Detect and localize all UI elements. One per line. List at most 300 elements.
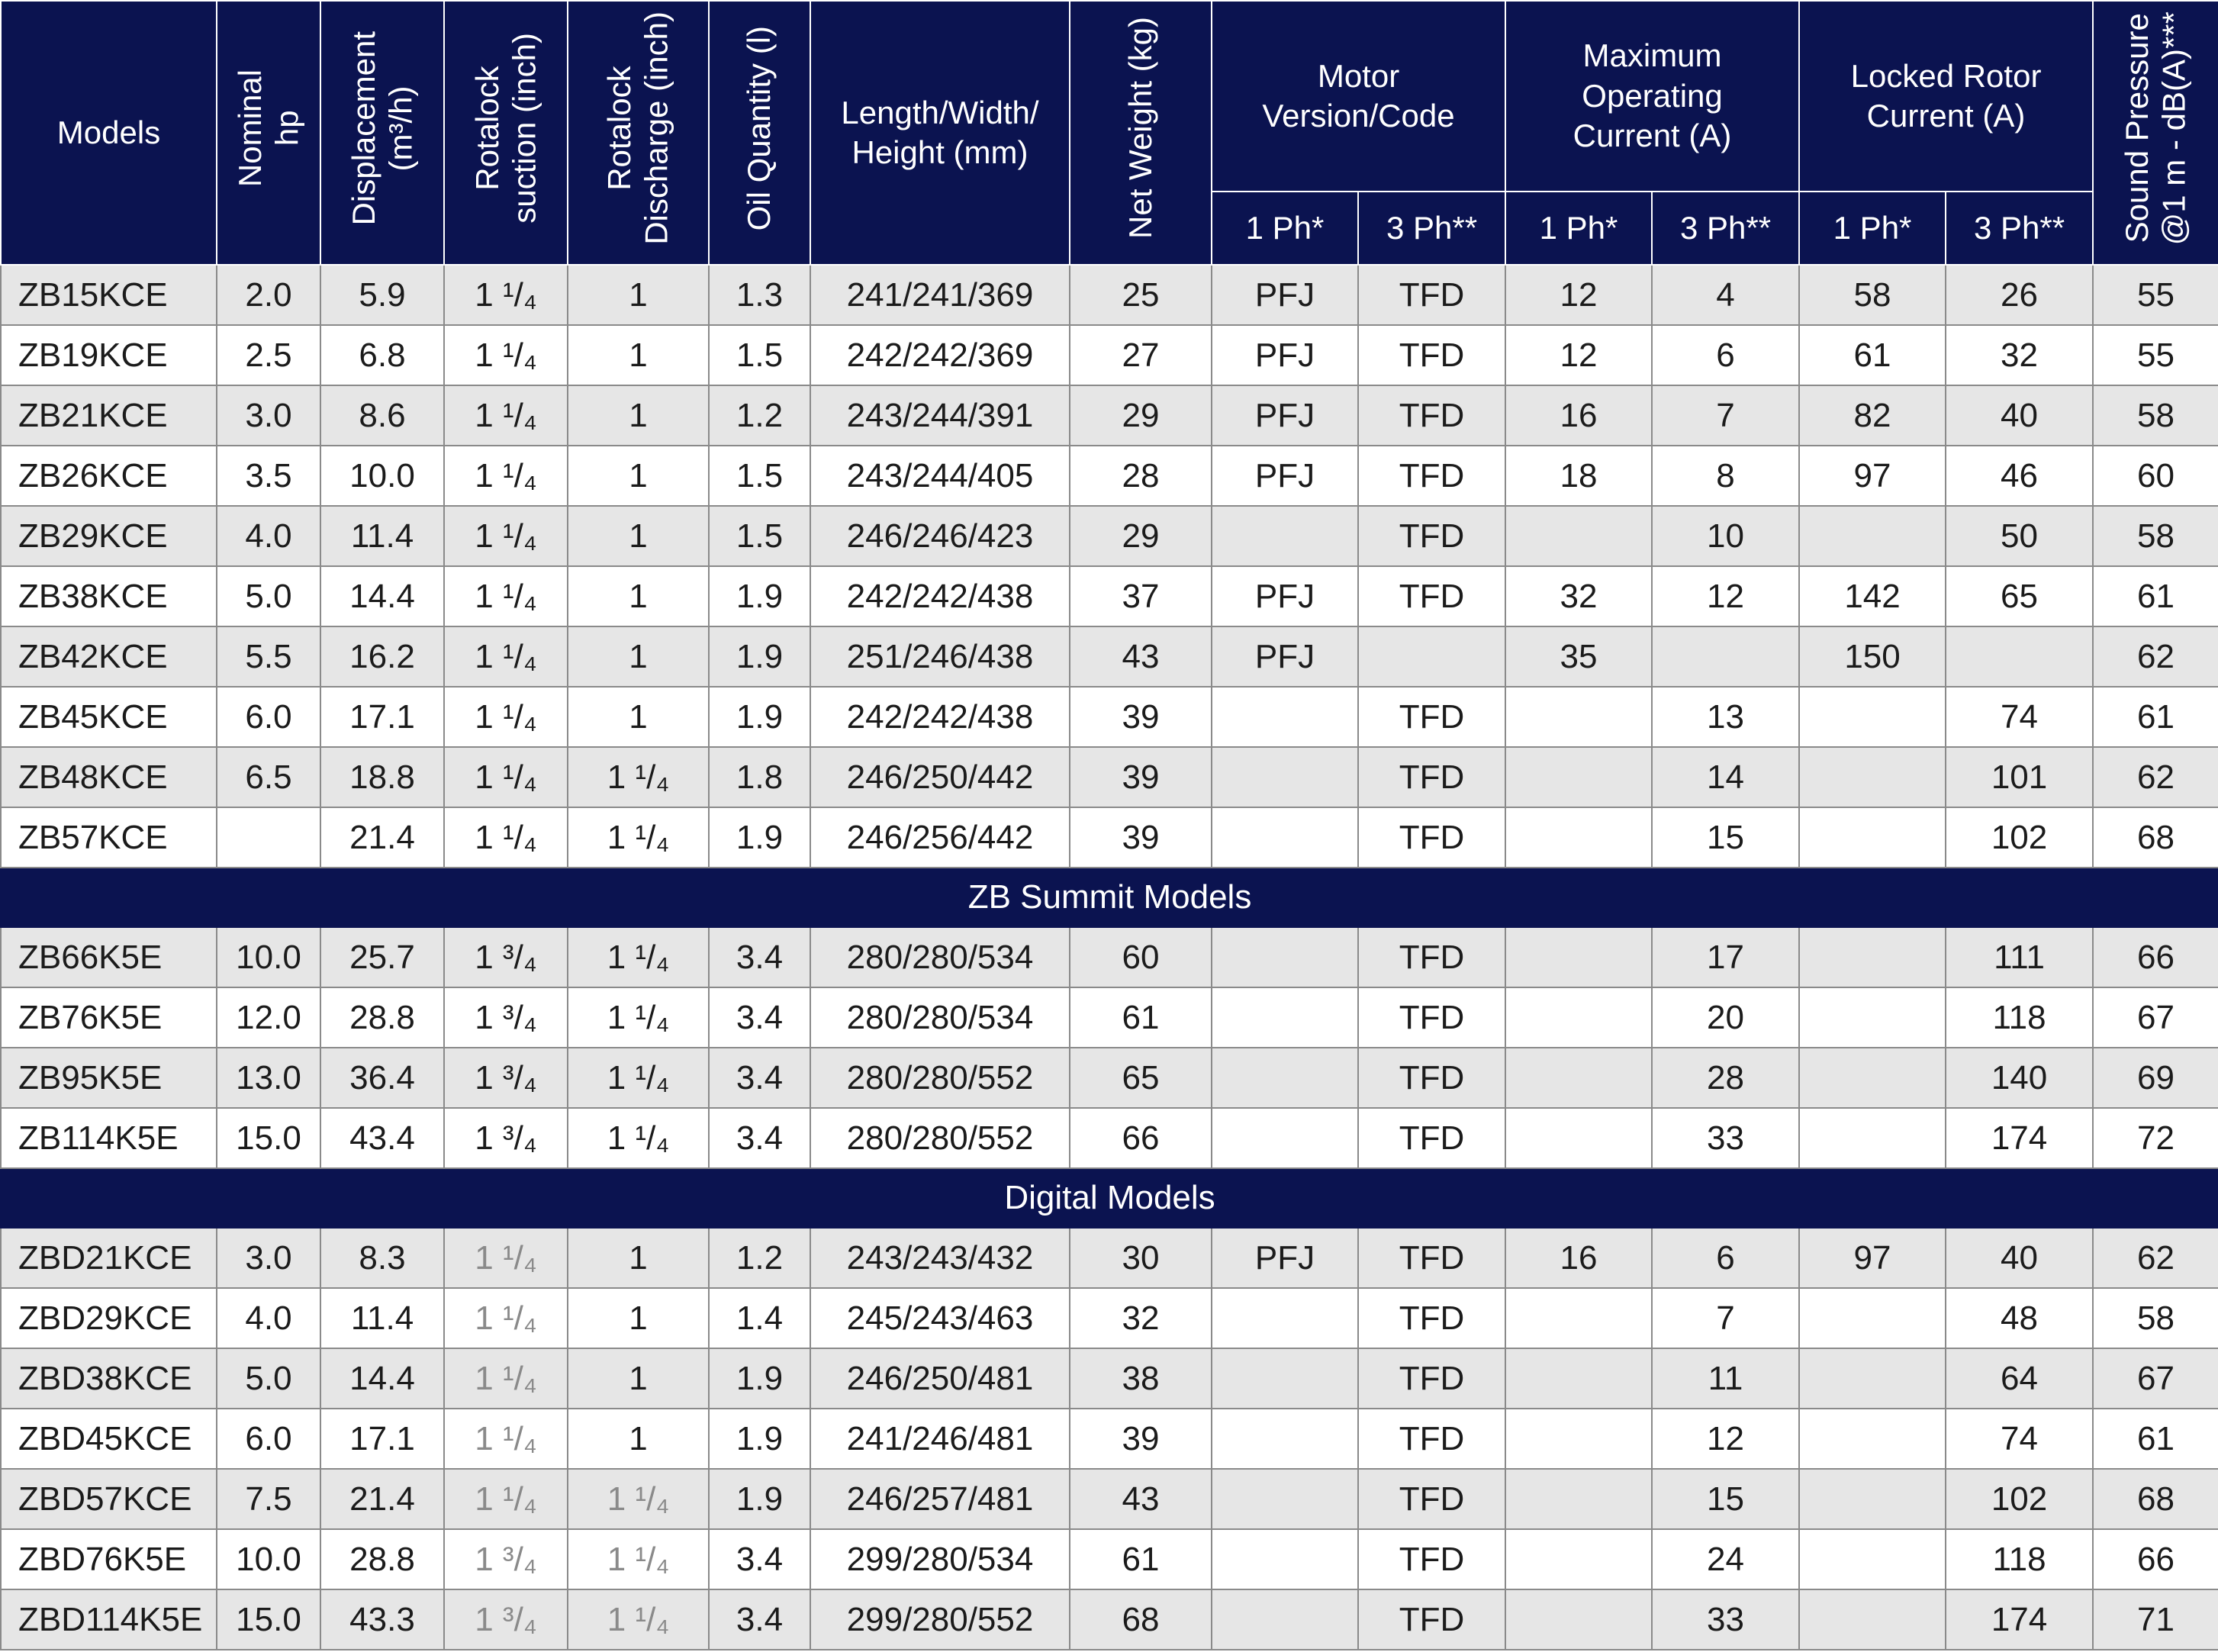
cell-current-1ph bbox=[1505, 1348, 1652, 1409]
cell-dimensions: 280/280/552 bbox=[810, 1048, 1070, 1108]
cell-current-1ph bbox=[1505, 1409, 1652, 1469]
cell-displacement: 8.6 bbox=[320, 385, 444, 446]
cell-locked-3ph: 140 bbox=[1946, 1048, 2093, 1108]
cell-discharge: 1 bbox=[568, 687, 709, 747]
cell-locked-3ph: 48 bbox=[1946, 1288, 2093, 1348]
cell-locked-3ph: 118 bbox=[1946, 1529, 2093, 1589]
cell-sound: 66 bbox=[2093, 927, 2218, 987]
cell-nominal-hp: 10.0 bbox=[217, 1529, 320, 1589]
cell-dimensions: 242/242/369 bbox=[810, 325, 1070, 385]
header-rotalock-discharge: Rotalock Discharge (inch) bbox=[568, 1, 709, 265]
cell-motor-3ph: TFD bbox=[1358, 1469, 1505, 1529]
cell-locked-3ph: 32 bbox=[1946, 325, 2093, 385]
cell-current-3ph: 13 bbox=[1652, 687, 1799, 747]
cell-current-3ph: 7 bbox=[1652, 385, 1799, 446]
table-header bbox=[1, 1, 2218, 265]
cell-motor-3ph: TFD bbox=[1358, 506, 1505, 566]
cell-motor-1ph bbox=[1212, 1288, 1358, 1348]
cell-suction: 1 ¹/₄ bbox=[444, 506, 568, 566]
header-oil-quantity: Oil Quantity (l) bbox=[709, 1, 810, 265]
cell-current-3ph: 6 bbox=[1652, 325, 1799, 385]
cell-locked-1ph: 61 bbox=[1799, 325, 1946, 385]
cell-model: ZB19KCE bbox=[1, 325, 217, 385]
cell-current-3ph: 11 bbox=[1652, 1348, 1799, 1409]
table-row bbox=[1, 1348, 2218, 1409]
cell-net-weight: 60 bbox=[1070, 927, 1212, 987]
cell-dimensions: 299/280/534 bbox=[810, 1529, 1070, 1589]
cell-motor-1ph bbox=[1212, 747, 1358, 807]
cell-displacement: 14.4 bbox=[320, 566, 444, 626]
cell-oil: 1.8 bbox=[709, 747, 810, 807]
cell-current-1ph bbox=[1505, 1589, 1652, 1650]
cell-locked-1ph: 58 bbox=[1799, 265, 1946, 325]
cell-dimensions: 242/242/438 bbox=[810, 687, 1070, 747]
cell-nominal-hp bbox=[217, 807, 320, 868]
cell-nominal-hp: 6.0 bbox=[217, 687, 320, 747]
cell-nominal-hp: 7.5 bbox=[217, 1469, 320, 1529]
cell-discharge: 1 ¹/₄ bbox=[568, 1469, 709, 1529]
cell-displacement: 28.8 bbox=[320, 1529, 444, 1589]
cell-motor-1ph bbox=[1212, 1348, 1358, 1409]
cell-suction: 1 ¹/₄ bbox=[444, 1228, 568, 1288]
cell-locked-3ph: 46 bbox=[1946, 446, 2093, 506]
cell-discharge: 1 ¹/₄ bbox=[568, 1108, 709, 1168]
cell-oil: 3.4 bbox=[709, 1529, 810, 1589]
cell-suction: 1 ¹/₄ bbox=[444, 385, 568, 446]
cell-displacement: 25.7 bbox=[320, 927, 444, 987]
cell-dimensions: 241/241/369 bbox=[810, 265, 1070, 325]
cell-displacement: 10.0 bbox=[320, 446, 444, 506]
cell-locked-3ph: 174 bbox=[1946, 1108, 2093, 1168]
cell-dimensions: 246/246/423 bbox=[810, 506, 1070, 566]
cell-net-weight: 37 bbox=[1070, 566, 1212, 626]
cell-motor-1ph bbox=[1212, 687, 1358, 747]
cell-locked-3ph: 50 bbox=[1946, 506, 2093, 566]
header-current-3ph: 3 Ph** bbox=[1652, 192, 1799, 265]
cell-dimensions: 246/250/442 bbox=[810, 747, 1070, 807]
cell-oil: 1.9 bbox=[709, 687, 810, 747]
table-row bbox=[1, 566, 2218, 626]
cell-nominal-hp: 15.0 bbox=[217, 1108, 320, 1168]
cell-displacement: 21.4 bbox=[320, 807, 444, 868]
cell-suction: 1 ¹/₄ bbox=[444, 747, 568, 807]
cell-net-weight: 30 bbox=[1070, 1228, 1212, 1288]
cell-current-1ph bbox=[1505, 687, 1652, 747]
cell-suction: 1 ¹/₄ bbox=[444, 446, 568, 506]
cell-current-3ph: 8 bbox=[1652, 446, 1799, 506]
cell-net-weight: 43 bbox=[1070, 626, 1212, 687]
cell-sound: 60 bbox=[2093, 446, 2218, 506]
cell-locked-3ph: 102 bbox=[1946, 807, 2093, 868]
cell-sound: 69 bbox=[2093, 1048, 2218, 1108]
cell-sound: 58 bbox=[2093, 385, 2218, 446]
cell-locked-3ph: 111 bbox=[1946, 927, 2093, 987]
cell-locked-3ph: 65 bbox=[1946, 566, 2093, 626]
cell-nominal-hp: 2.0 bbox=[217, 265, 320, 325]
cell-current-3ph: 33 bbox=[1652, 1108, 1799, 1168]
cell-current-3ph bbox=[1652, 626, 1799, 687]
cell-current-1ph bbox=[1505, 1529, 1652, 1589]
table-row bbox=[1, 1108, 2218, 1168]
cell-locked-1ph bbox=[1799, 1048, 1946, 1108]
cell-model: ZB95K5E bbox=[1, 1048, 217, 1108]
cell-current-3ph: 15 bbox=[1652, 1469, 1799, 1529]
cell-sound: 68 bbox=[2093, 1469, 2218, 1529]
cell-nominal-hp: 3.5 bbox=[217, 446, 320, 506]
cell-locked-1ph bbox=[1799, 1529, 1946, 1589]
cell-net-weight: 61 bbox=[1070, 1529, 1212, 1589]
cell-motor-3ph: TFD bbox=[1358, 566, 1505, 626]
cell-sound: 62 bbox=[2093, 626, 2218, 687]
cell-sound: 72 bbox=[2093, 1108, 2218, 1168]
cell-motor-3ph: TFD bbox=[1358, 1409, 1505, 1469]
cell-locked-3ph: 74 bbox=[1946, 1409, 2093, 1469]
table-row bbox=[1, 1228, 2218, 1288]
cell-net-weight: 39 bbox=[1070, 1409, 1212, 1469]
section-header-row bbox=[1, 1168, 2218, 1228]
cell-locked-1ph bbox=[1799, 1469, 1946, 1529]
cell-model: ZBD21KCE bbox=[1, 1228, 217, 1288]
cell-suction: 1 ¹/₄ bbox=[444, 1348, 568, 1409]
cell-motor-3ph: TFD bbox=[1358, 1048, 1505, 1108]
cell-suction: 1 ³/₄ bbox=[444, 987, 568, 1048]
cell-motor-1ph bbox=[1212, 807, 1358, 868]
cell-motor-1ph bbox=[1212, 1108, 1358, 1168]
cell-suction: 1 ¹/₄ bbox=[444, 1469, 568, 1529]
cell-nominal-hp: 6.0 bbox=[217, 1409, 320, 1469]
cell-locked-1ph bbox=[1799, 1409, 1946, 1469]
cell-current-1ph bbox=[1505, 1469, 1652, 1529]
cell-locked-1ph bbox=[1799, 1589, 1946, 1650]
cell-locked-3ph: 74 bbox=[1946, 687, 2093, 747]
cell-displacement: 11.4 bbox=[320, 506, 444, 566]
header-rotalock-suction: Rotalock suction (inch) bbox=[444, 1, 568, 265]
cell-discharge: 1 bbox=[568, 1348, 709, 1409]
cell-discharge: 1 bbox=[568, 506, 709, 566]
section-title: Digital Models bbox=[1, 1168, 2218, 1228]
cell-current-1ph bbox=[1505, 1108, 1652, 1168]
cell-current-1ph: 16 bbox=[1505, 1228, 1652, 1288]
cell-locked-1ph bbox=[1799, 927, 1946, 987]
cell-suction: 1 ¹/₄ bbox=[444, 566, 568, 626]
cell-oil: 1.5 bbox=[709, 506, 810, 566]
cell-discharge: 1 ¹/₄ bbox=[568, 1529, 709, 1589]
table-row bbox=[1, 927, 2218, 987]
cell-discharge: 1 bbox=[568, 325, 709, 385]
cell-current-3ph: 24 bbox=[1652, 1529, 1799, 1589]
cell-motor-3ph: TFD bbox=[1358, 687, 1505, 747]
cell-suction: 1 ¹/₄ bbox=[444, 807, 568, 868]
cell-oil: 1.9 bbox=[709, 1409, 810, 1469]
cell-oil: 1.5 bbox=[709, 446, 810, 506]
table-row bbox=[1, 385, 2218, 446]
cell-oil: 1.9 bbox=[709, 626, 810, 687]
cell-discharge: 1 ¹/₄ bbox=[568, 1048, 709, 1108]
cell-nominal-hp: 5.0 bbox=[217, 566, 320, 626]
cell-displacement: 43.3 bbox=[320, 1589, 444, 1650]
header-max-current: Maximum Operating Current (A) bbox=[1505, 1, 1799, 192]
cell-discharge: 1 bbox=[568, 566, 709, 626]
cell-locked-1ph: 97 bbox=[1799, 446, 1946, 506]
cell-model: ZB114K5E bbox=[1, 1108, 217, 1168]
cell-locked-1ph bbox=[1799, 687, 1946, 747]
cell-current-1ph bbox=[1505, 1288, 1652, 1348]
cell-dimensions: 242/242/438 bbox=[810, 566, 1070, 626]
cell-discharge: 1 bbox=[568, 446, 709, 506]
cell-displacement: 14.4 bbox=[320, 1348, 444, 1409]
table-row bbox=[1, 747, 2218, 807]
cell-nominal-hp: 13.0 bbox=[217, 1048, 320, 1108]
table-row bbox=[1, 1409, 2218, 1469]
cell-sound: 67 bbox=[2093, 1348, 2218, 1409]
cell-net-weight: 28 bbox=[1070, 446, 1212, 506]
cell-sound: 61 bbox=[2093, 687, 2218, 747]
cell-displacement: 17.1 bbox=[320, 687, 444, 747]
cell-oil: 1.5 bbox=[709, 325, 810, 385]
cell-displacement: 6.8 bbox=[320, 325, 444, 385]
header-motor-version: Motor Version/Code bbox=[1212, 1, 1505, 192]
cell-current-1ph bbox=[1505, 927, 1652, 987]
table-row bbox=[1, 1589, 2218, 1650]
cell-dimensions: 280/280/552 bbox=[810, 1108, 1070, 1168]
cell-net-weight: 29 bbox=[1070, 506, 1212, 566]
table-row bbox=[1, 325, 2218, 385]
cell-sound: 62 bbox=[2093, 747, 2218, 807]
table-row bbox=[1, 265, 2218, 325]
cell-net-weight: 38 bbox=[1070, 1348, 1212, 1409]
cell-nominal-hp: 5.5 bbox=[217, 626, 320, 687]
cell-current-3ph: 7 bbox=[1652, 1288, 1799, 1348]
cell-suction: 1 ³/₄ bbox=[444, 1048, 568, 1108]
cell-oil: 3.4 bbox=[709, 1589, 810, 1650]
cell-locked-1ph bbox=[1799, 506, 1946, 566]
cell-motor-3ph: TFD bbox=[1358, 1529, 1505, 1589]
cell-locked-3ph: 102 bbox=[1946, 1469, 2093, 1529]
cell-locked-1ph bbox=[1799, 747, 1946, 807]
cell-nominal-hp: 3.0 bbox=[217, 1228, 320, 1288]
cell-motor-3ph: TFD bbox=[1358, 1288, 1505, 1348]
cell-dimensions: 241/246/481 bbox=[810, 1409, 1070, 1469]
cell-oil: 1.9 bbox=[709, 566, 810, 626]
cell-net-weight: 29 bbox=[1070, 385, 1212, 446]
cell-current-3ph: 20 bbox=[1652, 987, 1799, 1048]
cell-locked-1ph bbox=[1799, 987, 1946, 1048]
cell-current-1ph bbox=[1505, 506, 1652, 566]
cell-model: ZB76K5E bbox=[1, 987, 217, 1048]
cell-locked-1ph bbox=[1799, 1348, 1946, 1409]
cell-motor-3ph: TFD bbox=[1358, 325, 1505, 385]
cell-sound: 71 bbox=[2093, 1589, 2218, 1650]
cell-current-3ph: 4 bbox=[1652, 265, 1799, 325]
cell-motor-1ph: PFJ bbox=[1212, 265, 1358, 325]
cell-nominal-hp: 3.0 bbox=[217, 385, 320, 446]
table-row bbox=[1, 1288, 2218, 1348]
header-current-1ph: 1 Ph* bbox=[1505, 192, 1652, 265]
cell-suction: 1 ¹/₄ bbox=[444, 265, 568, 325]
cell-sound: 61 bbox=[2093, 1409, 2218, 1469]
cell-suction: 1 ³/₄ bbox=[444, 1589, 568, 1650]
cell-net-weight: 27 bbox=[1070, 325, 1212, 385]
cell-model: ZB57KCE bbox=[1, 807, 217, 868]
cell-oil: 1.2 bbox=[709, 385, 810, 446]
cell-current-3ph: 15 bbox=[1652, 807, 1799, 868]
cell-dimensions: 280/280/534 bbox=[810, 927, 1070, 987]
cell-nominal-hp: 15.0 bbox=[217, 1589, 320, 1650]
cell-model: ZB29KCE bbox=[1, 506, 217, 566]
cell-locked-1ph: 150 bbox=[1799, 626, 1946, 687]
cell-motor-3ph: TFD bbox=[1358, 1589, 1505, 1650]
cell-current-1ph bbox=[1505, 807, 1652, 868]
cell-current-3ph: 6 bbox=[1652, 1228, 1799, 1288]
cell-model: ZB21KCE bbox=[1, 385, 217, 446]
cell-discharge: 1 bbox=[568, 1228, 709, 1288]
cell-current-3ph: 10 bbox=[1652, 506, 1799, 566]
cell-model: ZBD38KCE bbox=[1, 1348, 217, 1409]
cell-model: ZB42KCE bbox=[1, 626, 217, 687]
cell-current-3ph: 14 bbox=[1652, 747, 1799, 807]
cell-discharge: 1 bbox=[568, 385, 709, 446]
cell-current-1ph bbox=[1505, 747, 1652, 807]
cell-discharge: 1 bbox=[568, 1288, 709, 1348]
cell-oil: 1.9 bbox=[709, 1348, 810, 1409]
cell-motor-1ph bbox=[1212, 927, 1358, 987]
cell-model: ZBD45KCE bbox=[1, 1409, 217, 1469]
cell-sound: 58 bbox=[2093, 506, 2218, 566]
cell-motor-1ph: PFJ bbox=[1212, 566, 1358, 626]
cell-locked-1ph bbox=[1799, 807, 1946, 868]
cell-motor-3ph: TFD bbox=[1358, 265, 1505, 325]
cell-locked-3ph: 101 bbox=[1946, 747, 2093, 807]
header-locked-rotor: Locked Rotor Current (A) bbox=[1799, 1, 2093, 192]
cell-sound: 58 bbox=[2093, 1288, 2218, 1348]
cell-locked-3ph: 26 bbox=[1946, 265, 2093, 325]
cell-current-3ph: 28 bbox=[1652, 1048, 1799, 1108]
cell-sound: 67 bbox=[2093, 987, 2218, 1048]
cell-dimensions: 251/246/438 bbox=[810, 626, 1070, 687]
cell-model: ZB26KCE bbox=[1, 446, 217, 506]
cell-motor-1ph bbox=[1212, 1589, 1358, 1650]
cell-suction: 1 ³/₄ bbox=[444, 1108, 568, 1168]
cell-locked-1ph: 82 bbox=[1799, 385, 1946, 446]
cell-motor-1ph bbox=[1212, 506, 1358, 566]
cell-model: ZB66K5E bbox=[1, 927, 217, 987]
cell-dimensions: 243/244/405 bbox=[810, 446, 1070, 506]
cell-displacement: 36.4 bbox=[320, 1048, 444, 1108]
cell-nominal-hp: 6.5 bbox=[217, 747, 320, 807]
cell-motor-3ph: TFD bbox=[1358, 807, 1505, 868]
cell-net-weight: 61 bbox=[1070, 987, 1212, 1048]
cell-discharge: 1 ¹/₄ bbox=[568, 807, 709, 868]
cell-oil: 1.3 bbox=[709, 265, 810, 325]
cell-suction: 1 ¹/₄ bbox=[444, 626, 568, 687]
section-header-row bbox=[1, 868, 2218, 927]
cell-displacement: 5.9 bbox=[320, 265, 444, 325]
cell-discharge: 1 bbox=[568, 265, 709, 325]
cell-suction: 1 ¹/₄ bbox=[444, 1409, 568, 1469]
cell-displacement: 11.4 bbox=[320, 1288, 444, 1348]
table-row bbox=[1, 1529, 2218, 1589]
cell-current-1ph: 32 bbox=[1505, 566, 1652, 626]
cell-oil: 1.2 bbox=[709, 1228, 810, 1288]
cell-discharge: 1 bbox=[568, 626, 709, 687]
cell-motor-1ph: PFJ bbox=[1212, 1228, 1358, 1288]
header-sound-pressure: Sound Pressure @1 m - dB(A)*** bbox=[2093, 1, 2218, 265]
cell-motor-3ph: TFD bbox=[1358, 446, 1505, 506]
cell-displacement: 21.4 bbox=[320, 1469, 444, 1529]
cell-dimensions: 246/250/481 bbox=[810, 1348, 1070, 1409]
cell-sound: 68 bbox=[2093, 807, 2218, 868]
cell-suction: 1 ¹/₄ bbox=[444, 1288, 568, 1348]
table-row bbox=[1, 807, 2218, 868]
cell-dimensions: 243/243/432 bbox=[810, 1228, 1070, 1288]
cell-locked-1ph bbox=[1799, 1288, 1946, 1348]
cell-dimensions: 246/256/442 bbox=[810, 807, 1070, 868]
cell-locked-3ph: 40 bbox=[1946, 385, 2093, 446]
cell-discharge: 1 ¹/₄ bbox=[568, 1589, 709, 1650]
cell-motor-1ph: PFJ bbox=[1212, 446, 1358, 506]
cell-motor-3ph: TFD bbox=[1358, 1108, 1505, 1168]
cell-oil: 3.4 bbox=[709, 987, 810, 1048]
cell-model: ZBD29KCE bbox=[1, 1288, 217, 1348]
table-row bbox=[1, 446, 2218, 506]
cell-dimensions: 243/244/391 bbox=[810, 385, 1070, 446]
cell-sound: 66 bbox=[2093, 1529, 2218, 1589]
cell-net-weight: 25 bbox=[1070, 265, 1212, 325]
header-motor-3ph: 3 Ph** bbox=[1358, 192, 1505, 265]
cell-nominal-hp: 4.0 bbox=[217, 1288, 320, 1348]
header-dimensions: Length/Width/ Height (mm) bbox=[810, 1, 1070, 265]
cell-net-weight: 66 bbox=[1070, 1108, 1212, 1168]
cell-sound: 55 bbox=[2093, 325, 2218, 385]
cell-sound: 62 bbox=[2093, 1228, 2218, 1288]
cell-oil: 1.9 bbox=[709, 1469, 810, 1529]
cell-motor-1ph: PFJ bbox=[1212, 325, 1358, 385]
header-nominal-hp: Nominal hp bbox=[217, 1, 320, 265]
cell-model: ZB38KCE bbox=[1, 566, 217, 626]
header-net-weight: Net Weight (kg) bbox=[1070, 1, 1212, 265]
section-title: ZB Summit Models bbox=[1, 868, 2218, 927]
table-row bbox=[1, 687, 2218, 747]
cell-model: ZBD114K5E bbox=[1, 1589, 217, 1650]
cell-current-1ph: 35 bbox=[1505, 626, 1652, 687]
cell-oil: 3.4 bbox=[709, 1108, 810, 1168]
cell-locked-3ph: 174 bbox=[1946, 1589, 2093, 1650]
cell-locked-3ph: 40 bbox=[1946, 1228, 2093, 1288]
cell-current-1ph bbox=[1505, 1048, 1652, 1108]
cell-oil: 3.4 bbox=[709, 927, 810, 987]
cell-model: ZB48KCE bbox=[1, 747, 217, 807]
cell-sound: 55 bbox=[2093, 265, 2218, 325]
cell-motor-3ph: TFD bbox=[1358, 927, 1505, 987]
cell-nominal-hp: 12.0 bbox=[217, 987, 320, 1048]
cell-current-1ph: 12 bbox=[1505, 265, 1652, 325]
cell-displacement: 17.1 bbox=[320, 1409, 444, 1469]
cell-motor-1ph bbox=[1212, 1529, 1358, 1589]
cell-net-weight: 43 bbox=[1070, 1469, 1212, 1529]
cell-current-3ph: 33 bbox=[1652, 1589, 1799, 1650]
cell-motor-1ph: PFJ bbox=[1212, 626, 1358, 687]
header-models: Models bbox=[1, 1, 217, 265]
cell-model: ZB15KCE bbox=[1, 265, 217, 325]
cell-locked-3ph: 118 bbox=[1946, 987, 2093, 1048]
cell-net-weight: 65 bbox=[1070, 1048, 1212, 1108]
cell-motor-1ph bbox=[1212, 1469, 1358, 1529]
cell-nominal-hp: 2.5 bbox=[217, 325, 320, 385]
cell-locked-1ph: 142 bbox=[1799, 566, 1946, 626]
cell-net-weight: 39 bbox=[1070, 807, 1212, 868]
cell-dimensions: 280/280/534 bbox=[810, 987, 1070, 1048]
cell-discharge: 1 ¹/₄ bbox=[568, 987, 709, 1048]
